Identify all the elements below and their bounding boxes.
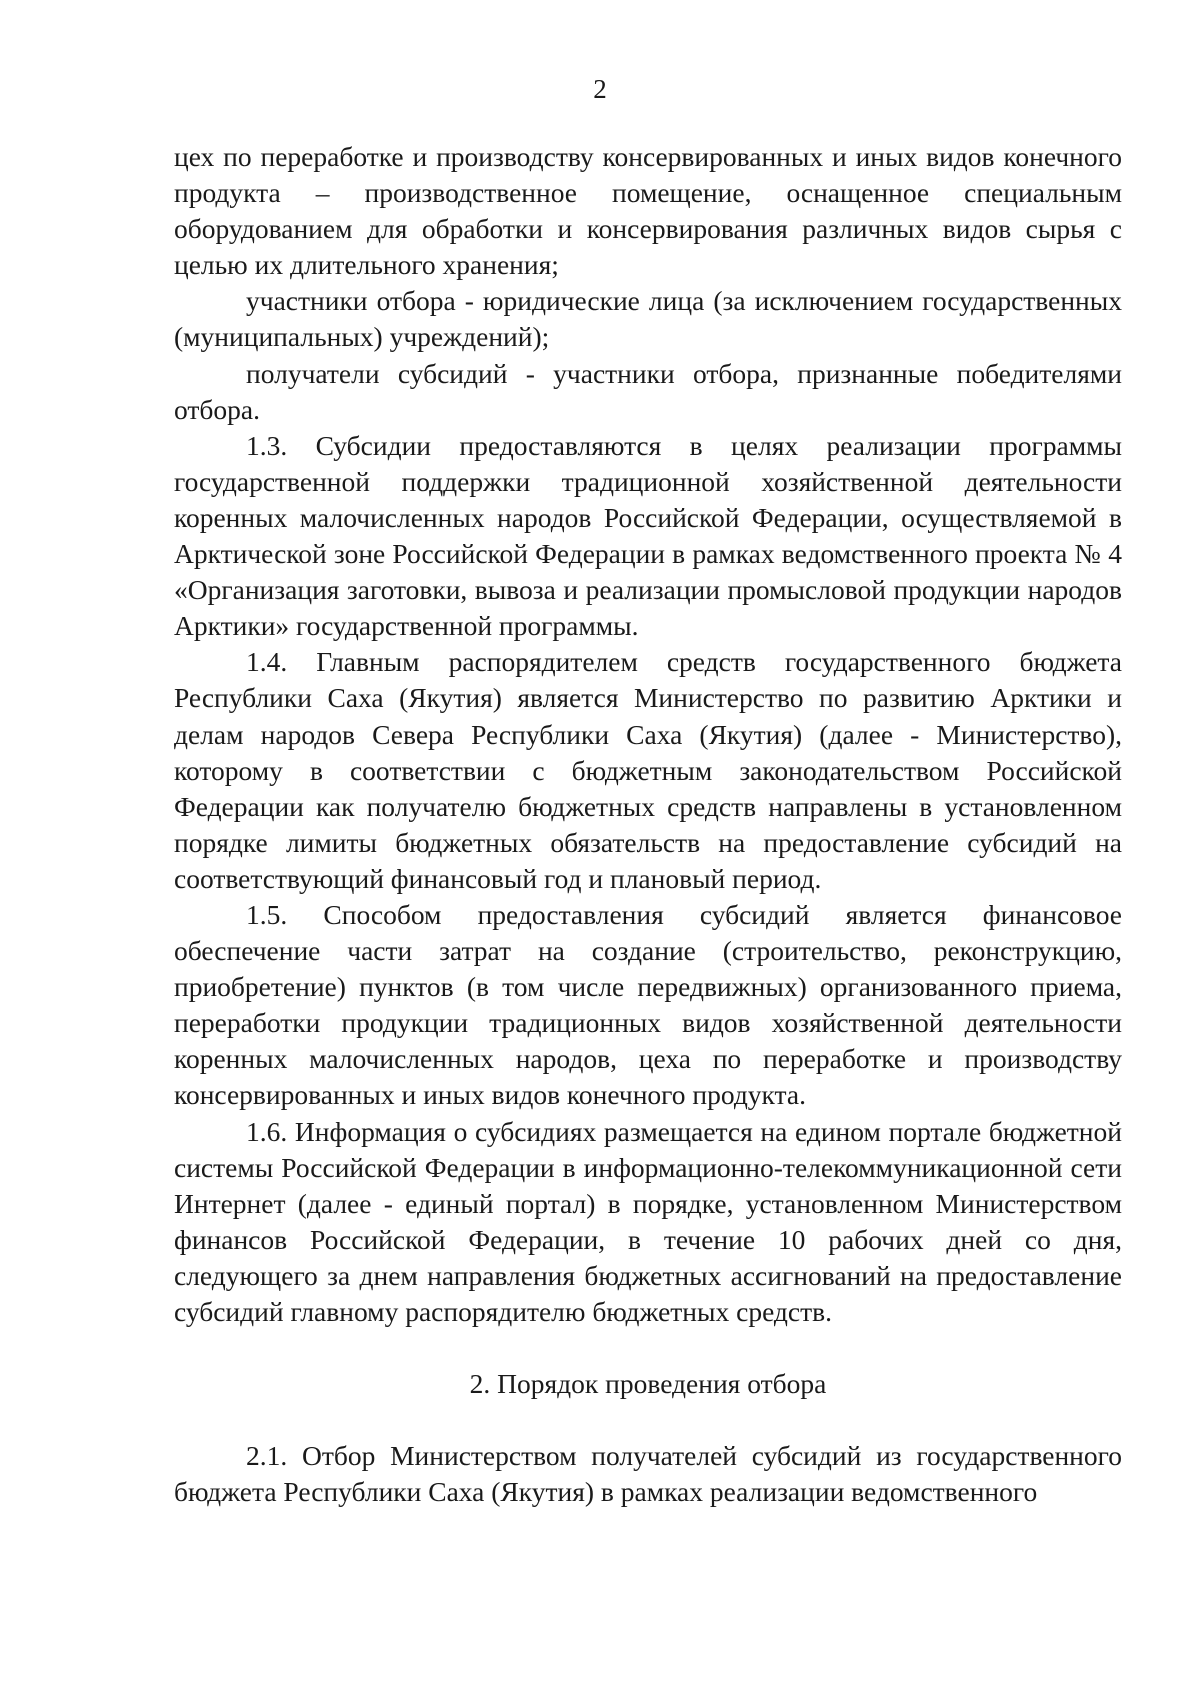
paragraph-clause-1-6: 1.6. Информация о субсидиях размещается на едином портале бюджетной системы Российской Федерации в информационно-телекоммуникационной сети Интернет (далее - единый портал) в порядке, установленном Министерством финансов Российской Федерации, в течение 10 рабочих дней со дня, следующего за днем направления бюджетных ассигнований на предоставление субсидий главному распорядителю бюджетных средств. bbox=[174, 1115, 1122, 1327]
paragraph-subsidy-recipients: получатели субсидий - участники отбора, признанные победителями отбора. bbox=[174, 357, 1122, 425]
page-number: 2 bbox=[593, 74, 607, 104]
paragraph-clause-1-5: 1.5. Способом предоставления субсидий является финансовое обеспечение части затрат на создание (строительство, реконструкцию, приобретение) пунктов (в том числе передвижных) организованного приема, переработки продукции традиционных видов хозяйственной деятельности коренных малочисленных народов, цеха по переработке и производству консервированных и иных видов конечного продукта. bbox=[174, 898, 1122, 1111]
paragraph-workshop-definition: цех по переработке и производству консервированных и иных видов конечного продукта – производственное помещение, оснащенное специальным оборудованием для обработки и консервирования различных видов сырья с целью их длительного хранения; bbox=[174, 141, 1122, 281]
paragraph-selection-participants: участники отбора - юридические лица (за исключением государственных (муниципальных) учреждений); bbox=[174, 285, 1122, 353]
section-heading-selection-procedure: 2. Порядок проведения отбора bbox=[469, 1368, 827, 1400]
paragraph-clause-2-1: 2.1. Отбор Министерством получателей субсидий из государственного бюджета Республики Саха (Якутия) в рамках реализации ведомственного bbox=[174, 1440, 1122, 1508]
document-body bbox=[174, 139, 1122, 1510]
paragraph-clause-1-4: 1.4. Главным распорядителем средств государственного бюджета Республики Саха (Якутия) является Министерство по развитию Арктики и делам народов Севера Республики Саха (Якутия) (далее - Министерство), которому в соответствии с бюджетным законодательством Российской Федерации как получателю бюджетных средств направлены в установленном порядке лимиты бюджетных обязательств на предоставление субсидий на соответствующий финансовый год и плановый период. bbox=[174, 646, 1122, 894]
paragraph-clause-1-3: 1.3. Субсидии предоставляются в целях реализации программы государственной поддержки традиционной хозяйственной деятельности коренных малочисленных народов Российской Федерации, осуществляемой в Арктической зоне Российской Федерации в рамках ведомственного проекта № 4 «Организация заготовки, вывоза и реализации промысловой продукции народов Арктики» государственной программы. bbox=[174, 429, 1122, 642]
